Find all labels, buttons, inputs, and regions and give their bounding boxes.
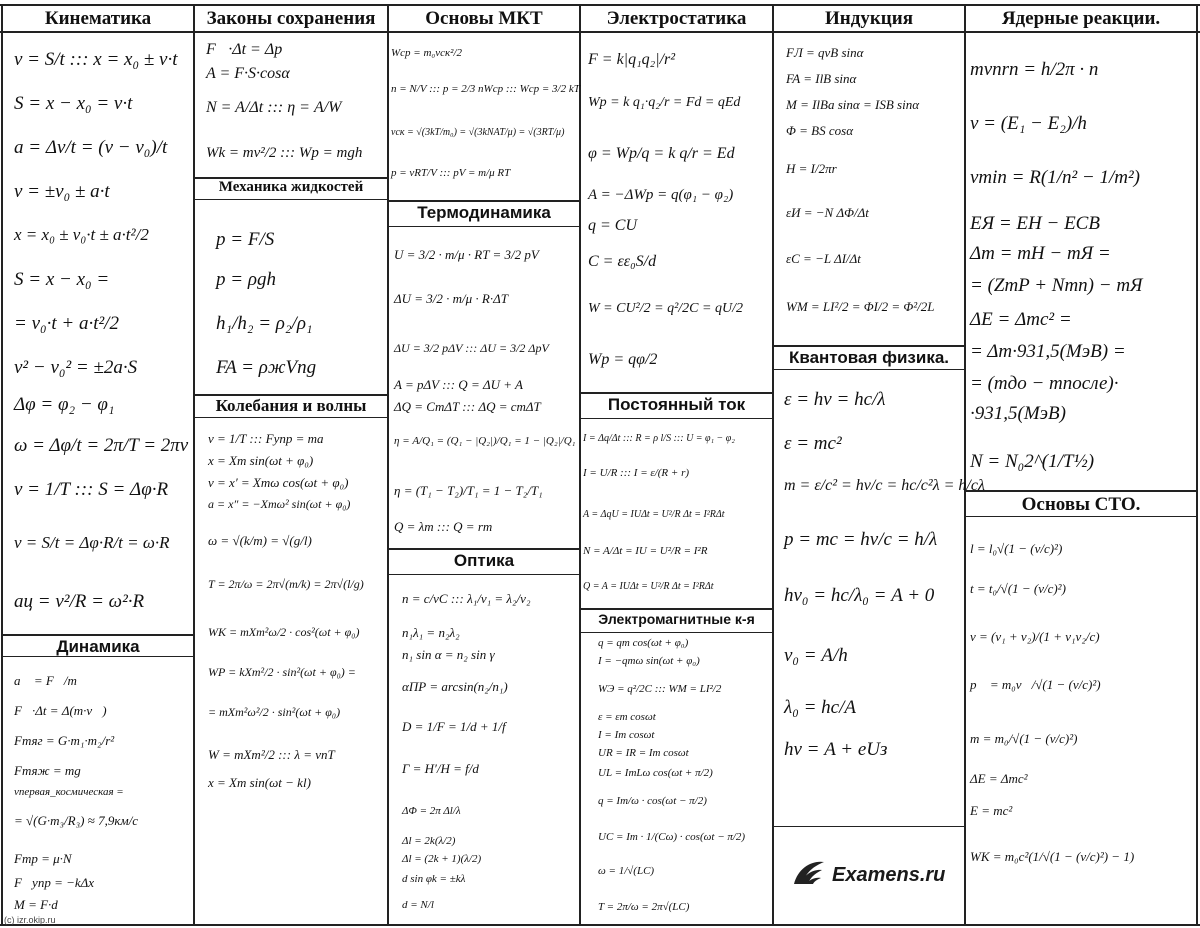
formula: ν = 1/T ::: S = Δφ·R: [14, 479, 169, 500]
header-quantum: Квантовая физика.: [788, 348, 950, 367]
dynamics-formulas: [14, 662, 192, 920]
bottom-border: [0, 924, 1200, 926]
formula: αПР = arcsin(n₂/n₁): [402, 679, 508, 694]
formula: Fтяг = G·m₁·m₂/r²: [14, 733, 115, 748]
formula: D = 1/F = 1/d + 1/f: [402, 719, 506, 734]
formula: Wp = qφ/2: [588, 351, 658, 368]
formula: v² − v₀² = ±2a·S: [14, 357, 138, 378]
formula: Δl = 2k(λ/2): [402, 835, 456, 847]
formula: φ = Wp/q = k q/r = Ed: [588, 145, 735, 162]
formula: S = x − x₀ = v·t: [14, 93, 133, 114]
formula: I = −qmω sin(ωt + φ₀): [598, 655, 700, 667]
induction-formulas: [786, 38, 964, 343]
rule-thermo-bottom: [387, 226, 581, 227]
rule-quantum-top: [772, 345, 966, 347]
nuclear-formulas: [970, 38, 1196, 488]
right-border: [1196, 4, 1198, 926]
formula: WK = m₀c²(1/√(1 − (v/c)²) − 1): [970, 849, 1135, 864]
formula: v = ±v₀ ± a·t: [14, 181, 110, 202]
formula: N = N₀2^(1/T½): [970, 451, 1095, 472]
formula: W = CU²/2 = q²/2C = qU/2: [588, 301, 743, 316]
formula: EЯ = EН − EСВ: [970, 213, 1100, 234]
formula: ·931,5(МэВ): [970, 403, 1066, 424]
header-rule: [0, 31, 1200, 33]
rule-em-top: [579, 608, 774, 610]
examens-logo: [792, 858, 945, 893]
divider-4: [772, 4, 774, 926]
formula: η = (T₁ − T₂)/T₁ = 1 − T₂/T₁: [394, 483, 543, 498]
divider-3: [579, 4, 581, 926]
formula: p⃗ = m₀v⃗/√(1 − (v/c)²): [970, 677, 1101, 692]
formula: n = N/V ::: p = 2/3 nWср ::: Wср = 3/2 kT: [391, 83, 580, 95]
rule-osc-bottom: [193, 417, 389, 418]
formula: n = c/vC ::: λ₁/v₁ = λ₂/v₂: [402, 591, 531, 606]
formula: ν = (E₁ − E₂)/h: [970, 113, 1087, 134]
formula: d = N/l: [402, 899, 434, 911]
rule-quantum-bottom: [772, 369, 966, 370]
formula: hν₀ = hc/λ₀ = A + 0: [784, 585, 935, 606]
header-dc: Постоянный ток: [607, 395, 746, 414]
formula: ω = Δφ/t = 2π/T = 2πν: [14, 435, 189, 456]
formula: C = εε₀S/d: [588, 253, 657, 270]
formula: ΔU = 3/2 · m/μ · R·ΔT: [394, 291, 508, 306]
formula: = mXm²ω²/2 · sin²(ωt + φ₀): [208, 705, 341, 719]
formula: Δφ = φ₂ − φ₁: [14, 394, 115, 415]
formula: ε = mc²: [784, 433, 842, 454]
formula: ΔU = 3/2 pΔV ::: ΔU = 3/2 ΔpV: [394, 341, 549, 355]
formula: ε = εm cosωt: [598, 711, 656, 723]
formula: A = −ΔWp = q(φ₁ − φ₂): [588, 187, 734, 203]
formula: ΔΦ = 2π Δl/λ: [402, 805, 461, 817]
header-em: Электромагнитные к-я: [598, 611, 755, 627]
formula: = √(G·m₃/R₃) ≈ 7,9км/с: [14, 813, 139, 828]
formula: Φ = BS cosα: [786, 123, 854, 138]
formula: η = A/Q₁ = (Q₁ − |Q₂|)/Q₁ = 1 − |Q₂|/Q₁: [394, 435, 576, 447]
rule-sto-top: [964, 490, 1198, 492]
formula: Δl = (2k + 1)(λ/2): [402, 853, 482, 865]
header-induction: Индукция: [825, 8, 913, 29]
top-border: [0, 4, 1200, 6]
conservation-formulas: [206, 36, 386, 176]
oscillations-formulas: [208, 422, 386, 920]
formula: WЭ = q²/2C ::: WM = LI²/2: [598, 683, 722, 695]
header-electrostatics: Электростатика: [606, 8, 747, 29]
formula: mνnrn = h/2π · n: [970, 59, 1099, 80]
relativity-formulas: [970, 520, 1196, 920]
header-thermo: Термодинамика: [417, 203, 551, 222]
formula: U = 3/2 · m/μ · RT = 3/2 pV: [394, 247, 539, 262]
formula: a = x″ = −Xmω² sin(ωt + φ₀): [208, 497, 351, 511]
rule-sto-bottom: [964, 516, 1198, 517]
fluids-formulas: [216, 204, 386, 392]
formula: ω = 1/√(LC): [598, 865, 655, 877]
formula: Fтяж = mg: [14, 763, 81, 778]
formula: hν = A + eUз: [784, 739, 888, 760]
formula: n₁λ₁ = n₂λ₂: [402, 625, 460, 640]
examens-logo-text: Examens.ru: [832, 864, 946, 886]
formula: WK = mXm²ω/2 · cos²(ωt + φ₀): [208, 625, 360, 639]
formula: FA = ρжVпg: [216, 357, 317, 378]
formula: λ₀ = hc/A: [784, 697, 856, 718]
formula: ΔE = Δmc² =: [970, 309, 1072, 330]
formula: x = Xm sin(ωt − kl): [208, 775, 311, 790]
thermo-formulas: [394, 232, 579, 546]
formula: UL = ImLω cos(ωt + π/2): [598, 767, 713, 779]
formula: A = ΔqU = IUΔt = U²/R Δt = I²RΔt: [583, 509, 725, 520]
formula: v = S/t = Δφ·R/t = ω·R: [14, 533, 170, 552]
formula: l = l₀√(1 − (v/c)²): [970, 541, 1063, 556]
formula: a = Δv/t = (v − v₀)/t: [14, 137, 168, 158]
formula: Wср = m₀vск²/2: [391, 47, 463, 59]
formula: Wk = mv²/2 ::: Wp = mgh: [206, 145, 363, 161]
formula: FЛ = qvB sinα: [786, 45, 864, 60]
divider-2: [387, 4, 389, 926]
formula: M = F·d: [14, 897, 58, 912]
examens-logo-icon: [792, 858, 826, 893]
formula: x = Xm sin(ωt + φ₀): [208, 453, 314, 468]
formula: v = 1/T ::: Fупр = ma: [208, 431, 324, 446]
header-mkt: Основы МКТ: [425, 8, 543, 29]
rule-em-bottom: [579, 632, 774, 633]
formula: I = U/R ::: I = ε/(R + r): [583, 467, 690, 479]
formula: I = Im cosωt: [598, 729, 655, 741]
formula: Δm = mН − mЯ =: [970, 243, 1111, 264]
formula: εИ = −N ΔΦ/Δt: [786, 205, 869, 220]
electrostatics-formulas: [588, 36, 772, 390]
rule-thermo-top: [387, 200, 581, 202]
header-oscillations: Колебания и волны: [215, 396, 367, 415]
credit-text: (c) izr.okip.ru: [4, 915, 56, 925]
formula: v = S/t ::: x = x₀ ± v·t: [14, 49, 178, 70]
left-border: [1, 4, 3, 926]
formula: ε = hν = hc/λ: [784, 389, 886, 410]
rule-dynamics-top: [1, 634, 195, 636]
formula: A = F·S·cosα: [206, 65, 290, 82]
formula: = (ZmP + Nmn) − mЯ: [970, 275, 1143, 296]
formula: m = m₀/√(1 − (v/c)²): [970, 731, 1078, 746]
formula: UC = Im · 1/(Cω) · cos(ωt − π/2): [598, 831, 746, 843]
formula: Q = A = IUΔt = U²/R Δt = I²RΔt: [583, 581, 714, 592]
header-fluids: Механика жидкостей: [218, 179, 364, 195]
formula: p = F/S: [216, 229, 275, 250]
formula: q = Im/ω · cos(ωt − π/2): [598, 795, 707, 807]
formula: = Δm·931,5(МэВ) =: [970, 341, 1126, 362]
rule-dc-top: [579, 392, 774, 394]
mkt-formulas: [391, 36, 579, 198]
formula: h₁/h₂ = ρ₂/ρ₁: [216, 313, 313, 334]
formula: UR = IR = Im cosωt: [598, 747, 689, 759]
formula: WM = LI²/2 = ΦI/2 = Φ²/2L: [786, 299, 935, 314]
formula: vск = √(3kT/m₀) = √(3kNAT/μ) = √(3RT/μ): [391, 127, 565, 138]
formula: εC = −L ΔI/Δt: [786, 251, 861, 266]
formula: p = ρgh: [216, 269, 276, 290]
formula: q = CU: [588, 217, 638, 234]
formula: v = x′ = Xmω cos(ωt + φ₀): [208, 475, 349, 490]
formula: x = x₀ ± v₀·t ± a·t²/2: [14, 225, 149, 244]
formula: Wp = k q₁·q₂/r = Fd = qEd: [588, 95, 741, 110]
header-conservation: Законы сохранения: [206, 8, 376, 29]
formula: FA = IlB sinα: [786, 71, 857, 86]
formula: p = mc = hν/c = h/λ: [784, 529, 938, 550]
formula: H = I/2πr: [786, 161, 837, 176]
formula: F = k|q₁q₂|/r²: [588, 51, 676, 68]
formula: M = IlBa sinα = ISB sinα: [786, 97, 920, 112]
kinematics-formulas: [14, 40, 192, 632]
dc-formulas: [583, 422, 772, 606]
formula: ν₀ = A/h: [784, 645, 848, 666]
formula: ΔQ = CтΔT ::: ΔQ = cmΔT: [394, 399, 541, 414]
em-oscillations-formulas: [598, 636, 772, 920]
rule-logo-top: [772, 826, 966, 827]
header-optics: Оптика: [453, 551, 515, 570]
formula: S = x − x₀ =: [14, 269, 110, 290]
formula: νmin = R(1/n² − 1/m²): [970, 167, 1141, 188]
formula: a⃗ = F⃗/m: [14, 673, 77, 688]
formula: N = A/Δt ::: η = A/W: [206, 99, 342, 116]
formula: T = 2π/ω = 2π√(m/k) = 2π√(l/g): [208, 577, 364, 591]
formula: F⃗·Δt = Δ(m·v⃗): [14, 703, 107, 718]
rule-optics-bottom: [387, 574, 581, 575]
formula: vпервая_космическая =: [14, 786, 124, 798]
formula: aц = v²/R = ω²·R: [14, 591, 145, 612]
rule-dc-bottom: [579, 418, 774, 419]
formula: W = mXm²/2 ::: λ = vnT: [208, 747, 335, 762]
formula: WP = kXm²/2 · sin²(ωt + φ₀) =: [208, 665, 356, 679]
formula: F⃗·Δt = Δp⃗: [206, 41, 295, 58]
formula: E = mc²: [970, 803, 1013, 818]
formula: F⃗упр = −kΔx⃗: [14, 875, 105, 890]
formula: m = ε/c² = hν/c = hc/c²λ = h/cλ: [784, 477, 985, 494]
divider-1: [193, 4, 195, 926]
formula: ω = √(k/m) = √(g/l): [208, 533, 312, 548]
formula: n₁ sin α = n₂ sin γ: [402, 647, 495, 662]
rule-optics-top: [387, 548, 581, 550]
formula: = (mдо − mпосле)·: [970, 373, 1119, 394]
divider-5: [964, 4, 966, 926]
formula: T = 2π/ω = 2π√(LC): [598, 901, 690, 913]
formula: p = νRT/V ::: pV = m/μ RT: [391, 167, 511, 179]
rule-fluids-bottom: [193, 199, 389, 200]
formula: v = (v₁ + v₂)/(1 + v₁v₂/c): [970, 629, 1100, 644]
formula: I = Δq/Δt ::: R = ρ l/S ::: U = φ₁ − φ₂: [583, 433, 735, 444]
optics-formulas: [402, 580, 579, 920]
quantum-formulas: [784, 374, 985, 824]
formula: = v₀·t + a·t²/2: [14, 313, 119, 334]
header-dynamics: Динамика: [56, 637, 140, 656]
header-kinematics: Кинематика: [44, 8, 152, 29]
header-nuclear: Ядерные реакции.: [1001, 8, 1161, 29]
formula: Q = λm ::: Q = rm: [394, 519, 493, 534]
formula: d sin φk = ±kλ: [402, 873, 466, 885]
formula: Г = H′/H = f/d: [402, 761, 479, 776]
formula: ΔE = Δmc²: [970, 771, 1028, 786]
header-relativity: Основы СТО.: [1021, 494, 1141, 515]
formula: Fтр = μ·N: [14, 851, 72, 866]
formula: N = A/Δt = IU = U²/R = I²R: [583, 545, 708, 557]
formula: A = pΔV ::: Q = ΔU + A: [394, 377, 523, 392]
formula: q = qm cos(ωt + φ₀): [598, 637, 689, 649]
formula: t = t₀/√(1 − (v/c)²): [970, 581, 1066, 596]
